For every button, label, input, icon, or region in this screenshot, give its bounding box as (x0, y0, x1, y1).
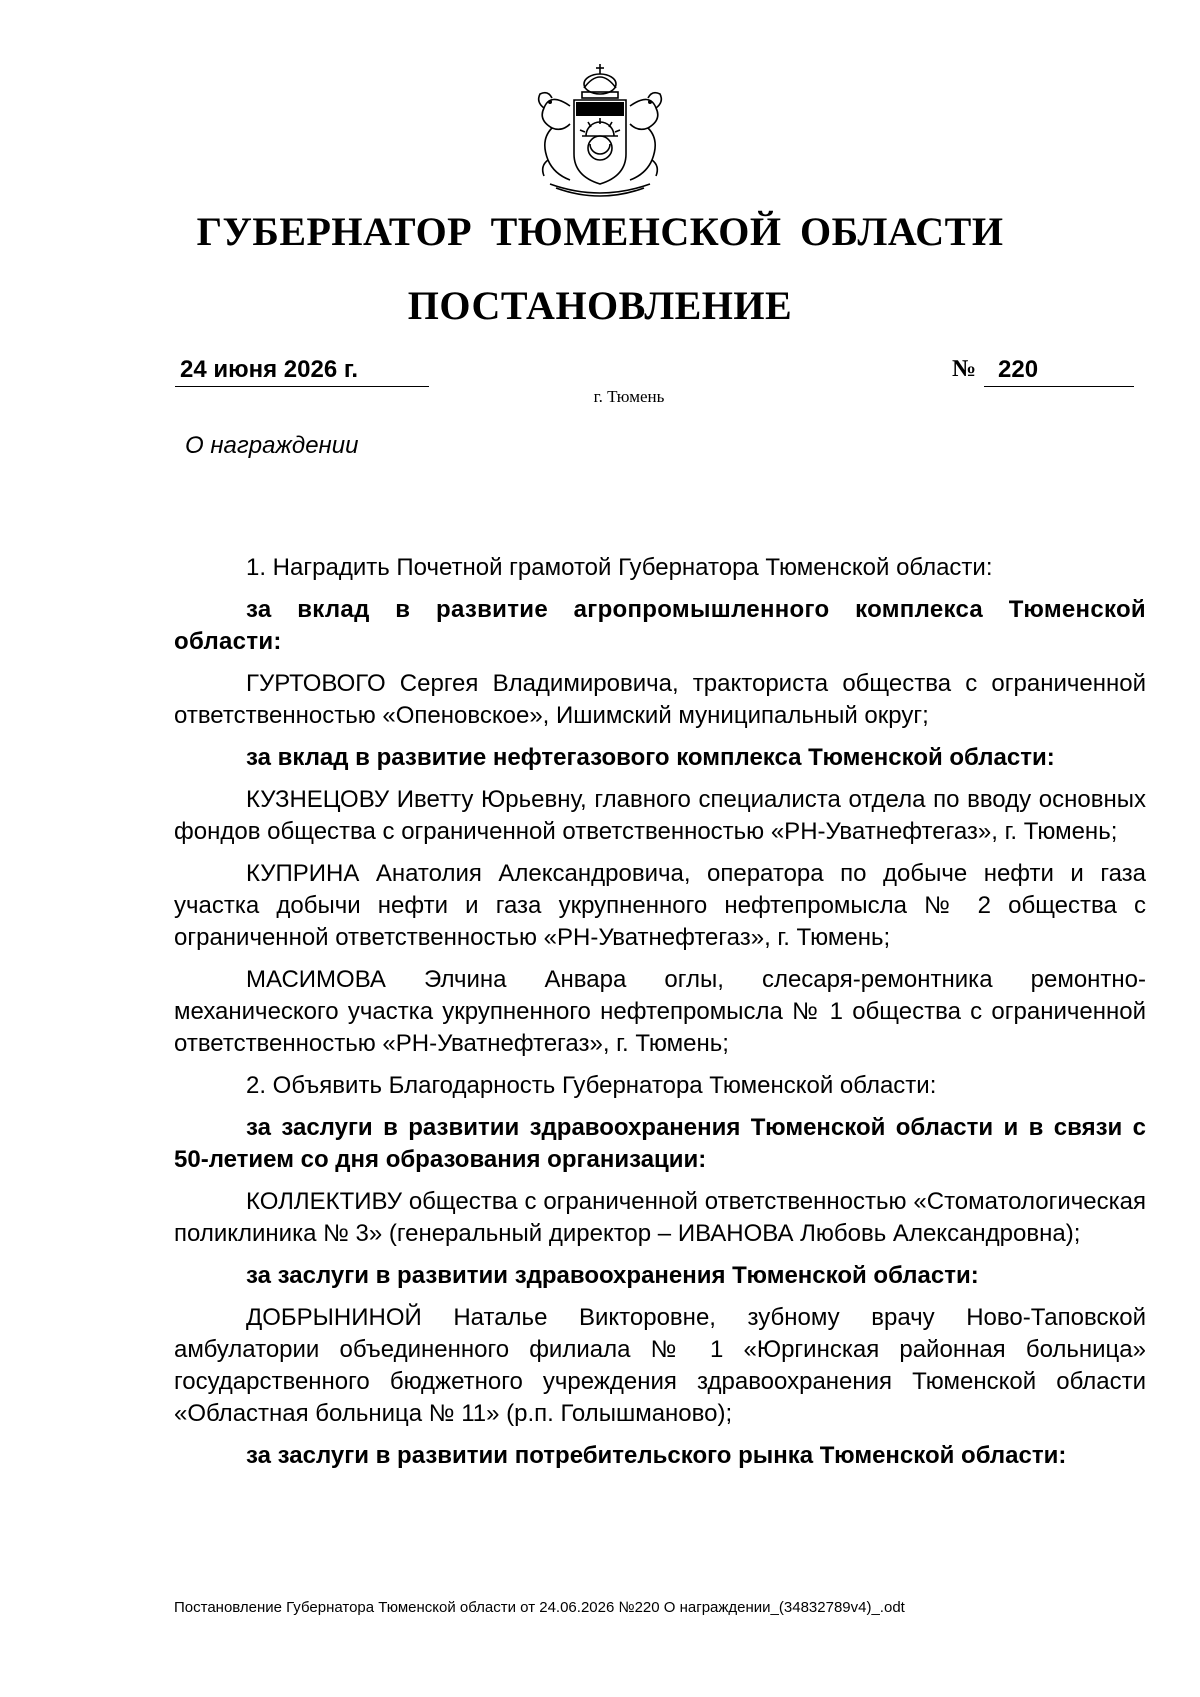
paragraph: КУЗНЕЦОВУ Иветту Юрьевну, главного специалиста отдела по вводу основных фондов общества с ограниченной ответственностью «РН-Уватнефтегаз», г. Тюмень; (174, 786, 1146, 845)
document-number-field (952, 356, 1134, 386)
number-sign: № (952, 356, 977, 382)
paragraph: ГУРТОВОГО Сергея Владимировича, тракториста общества с ограниченной ответственностью «Опеновское», Ишимский муниципальный округ; (174, 670, 1146, 729)
document-body (174, 552, 1146, 1482)
document-number-line (984, 356, 1134, 387)
section-heading: за заслуги в развитии здравоохранения Тюменской области и в связи с 50-летием со дня образования организации: (174, 1114, 1146, 1173)
document-date: 24 июня 2026 г. (180, 356, 359, 383)
paragraph: ДОБРЫНИНОЙ Наталье Викторовне, зубному врачу Ново-Таповской амбулатории объединенного филиала № 1 «Юргинская районная больница» государственного бюджетного учреждения здравоохранения Тюменской области «Областная больница № 11» (р.п. Голышманово); (174, 1304, 1146, 1427)
paragraph: КУПРИНА Анатолия Александровича, оператора по добыче нефти и газа участка добычи нефти и газа укрупненного нефтепромысла № 2 общества с ограниченной ответственностью «РН-Уватнефтегаз», г. Тюмень; (174, 860, 1146, 951)
section-heading: за вклад в развитие нефтегазового комплекса Тюменской области: (246, 744, 1055, 771)
section-heading: за вклад в развитие агропромышленного комплекса Тюменской области: (174, 596, 1146, 655)
tyumen-region-coat-of-arms-icon (510, 62, 690, 202)
document-number: 220 (998, 356, 1039, 383)
paragraph: МАСИМОВА Элчина Анвара оглы, слесаря-ремонтника ремонтно-механического участка укрупненного нефтепромысла № 1 общества с ограниченной ответственностью «РН-Уватнефтегаз», г. Тюмень; (174, 966, 1146, 1057)
document-footer: Постановление Губернатора Тюменской области от 24.06.2026 №220 О награждении_(34832789v4)_.odt (174, 1599, 905, 1616)
document-date-field (175, 356, 429, 387)
paragraph: КОЛЛЕКТИВУ общества с ограниченной ответственностью «Стоматологическая поликлиника № 3» (генеральный директор – ИВАНОВА Любовь Александровна); (174, 1188, 1146, 1247)
section-heading: за заслуги в развитии потребительского рынка Тюменской области: (246, 1442, 1067, 1469)
section-heading: за заслуги в развитии здравоохранения Тюменской области: (246, 1262, 979, 1289)
paragraph: 2. Объявить Благодарность Губернатора Тюменской области: (246, 1072, 937, 1099)
authority-title: ГУБЕРНАТОР ТЮМЕНСКОЙ ОБЛАСТИ (196, 209, 1004, 254)
document-subject: О награждении (185, 432, 359, 459)
paragraph: 1. Наградить Почетной грамотой Губернатора Тюменской области: (246, 554, 993, 581)
document-type: ПОСТАНОВЛЕНИЕ (407, 283, 793, 328)
document-city: г. Тюмень (593, 387, 665, 406)
